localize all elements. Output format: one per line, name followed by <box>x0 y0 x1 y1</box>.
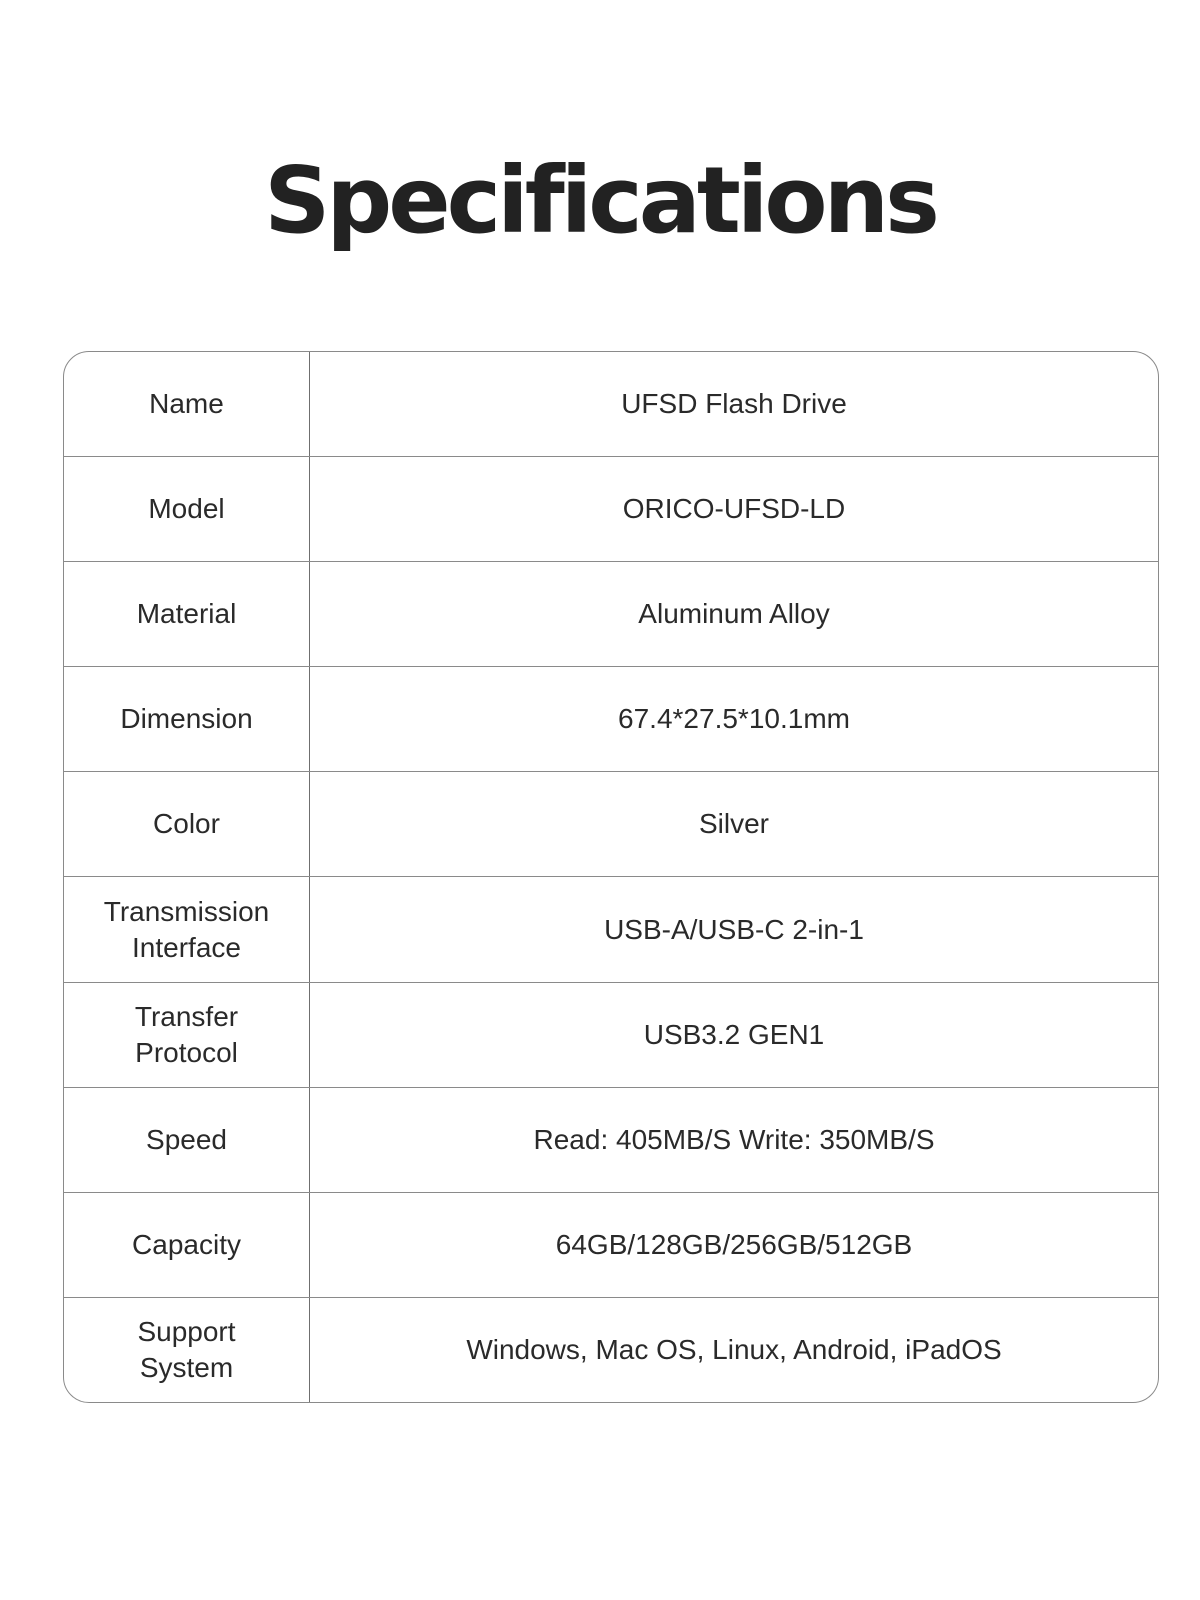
spec-value: 64GB/128GB/256GB/512GB <box>555 1228 913 1260</box>
table-row <box>64 667 1158 772</box>
spec-value: USB-A/USB-C 2-in-1 <box>604 913 864 945</box>
spec-value: USB3.2 GEN1 <box>643 1018 825 1050</box>
spec-label: Material <box>64 562 310 666</box>
table-row <box>64 983 1158 1088</box>
spec-label: Capacity <box>64 1193 310 1297</box>
spec-label: Color <box>64 772 310 876</box>
spec-table <box>63 351 1159 1403</box>
spec-label: Model <box>64 457 310 561</box>
table-row <box>64 772 1158 877</box>
page-title: Specifications <box>264 147 936 254</box>
spec-label: Speed <box>64 1088 310 1192</box>
spec-value: UFSD Flash Drive <box>621 388 847 420</box>
spec-value: Windows, Mac OS, Linux, Android, iPadOS <box>466 1333 1002 1365</box>
spec-value: Read: 405MB/S Write: 350MB/S <box>533 1123 935 1155</box>
table-row <box>64 1088 1158 1193</box>
spec-value: Silver <box>698 808 769 840</box>
table-row <box>64 1298 1158 1402</box>
table-row <box>64 877 1158 982</box>
spec-value: 67.4*27.5*10.1mm <box>618 703 850 735</box>
spec-label: Dimension <box>64 667 310 771</box>
table-row <box>64 352 1158 457</box>
table-row <box>64 457 1158 562</box>
spec-value: ORICO-UFSD-LD <box>622 493 846 525</box>
table-row <box>64 562 1158 667</box>
spec-label: Name <box>64 352 310 456</box>
spec-label: Transfer Protocol <box>64 983 310 1087</box>
spec-label: Support System <box>64 1298 310 1402</box>
table-row <box>64 1193 1158 1298</box>
spec-value: Aluminum Alloy <box>638 598 830 630</box>
spec-label: Transmission Interface <box>64 877 310 981</box>
